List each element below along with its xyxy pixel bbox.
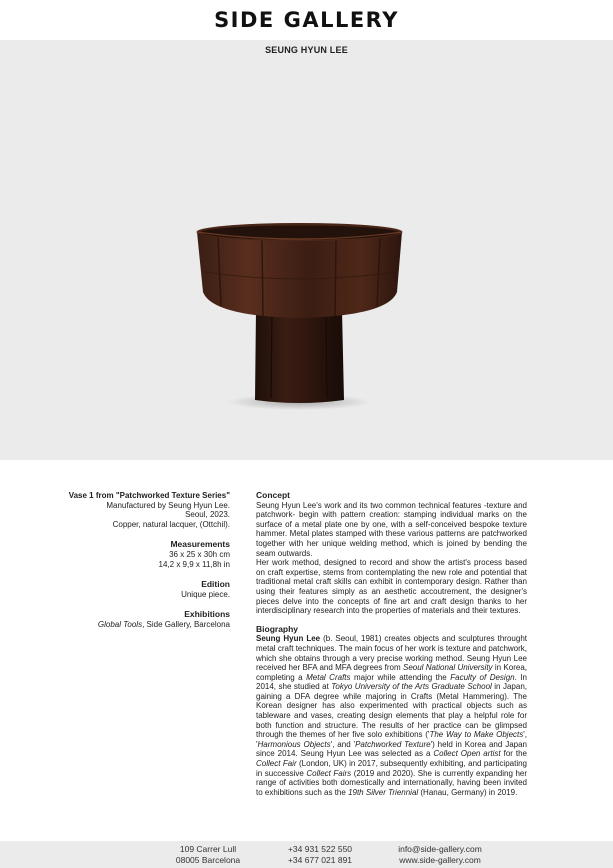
footer: [0, 841, 613, 868]
copper-vase-image: [0, 60, 613, 460]
measurements-cm: 36 x 25 x 30h cm: [169, 549, 230, 559]
exhibition-venue: , Side Gallery, Barcelona: [142, 619, 230, 629]
email-link[interactable]: info@side-gallery.com: [398, 844, 482, 854]
exhibition-name: Global Tools: [97, 619, 143, 629]
text-column: [256, 491, 527, 797]
edition-heading: Edition: [201, 579, 230, 590]
measurements-heading: Measurements: [170, 539, 230, 550]
footer-phones: [280, 844, 360, 865]
footer-contact: [390, 844, 490, 865]
concept-paragraph-2: Her work method, designed to record and show the artist's process based on craft expertise, stems from contemplating the new role and potential that traditional metal craft skills can exhibit in contemporary design. Rather than using their features simply as an aesthetic accoutrement, the designer's pieces delve into the concepts of fine art and craft design thanks to her interdisciplinary research into the properties of materials and their textures.: [256, 558, 527, 616]
address-line-2: 08005 Barcelona: [175, 854, 241, 865]
bio-artist-name: Seung Hyun Lee: [256, 634, 321, 644]
phone-1[interactable]: +34 931 522 550: [287, 844, 353, 854]
exhibitions-value: [40, 620, 230, 630]
website-link[interactable]: www.side-gallery.com: [399, 854, 481, 865]
biography-paragraph: Seung Hyun Lee (b. Seoul, 1981) creates objects and sculptures throught metal craft techniques. The main focus of her work is texture and patchwork, which she obtains through a very precise working method. Seung Hyun Lee received her BFA and MFA degrees from Seoul National University in Korea, completing a Metal Crafts major while attending the Faculty of Design. In 2014, she studied at Tokyo University of the Arts Graduate School in Japan, gaining a DFA degree while majoring in Crafts (Metal Hammering). The Korean designer has also experimented with practical objects such as tableware and vases, creating design elements that play a helpful role for both function and structure. The results of her practice can be glimpsed through the themes of her five solo exhibitions ('The Way to Make Objects', 'Harmonious Objects', and 'Patchworked Texture') held in Korea and Japan since 2014. Seung Hyun Lee was selected as a Collect Open artist for the Collect Fair (London, UK) in 2017, subsequently exhibiting, and participating in successive Collect Fairs (2019 and 2020). She is currently expanding her range of activities both domestically and internationally, having been invited to exhibitions such as the 19th Silver Triennial (Hanau, Germany) in 2019.: [256, 634, 528, 797]
brand-title: SIDE GALLERY: [214, 8, 399, 32]
artwork-manufacturer: Manufactured by Seung Hyun Lee.: [106, 500, 230, 510]
edition-value: Unique piece.: [181, 589, 230, 599]
phone-2[interactable]: +34 677 021 891: [287, 854, 353, 865]
artwork-details: [40, 491, 230, 630]
artwork-materials: Copper, natural lacquer, (Ottchil).: [112, 519, 230, 529]
exhibitions-heading: Exhibitions: [184, 609, 230, 620]
address-line-1: 109 Carrer Lull: [179, 844, 237, 854]
artwork-title: Vase 1 from "Patchworked Texture Series": [68, 491, 230, 500]
concept-heading: Concept: [256, 490, 290, 500]
measurements-in: 14,2 x 9,9 x 11,8h in: [158, 559, 230, 569]
artwork-place-year: Seoul, 2023.: [185, 510, 230, 520]
footer-address: [168, 844, 248, 865]
artist-name-bar: SEUNG HYUN LEE: [0, 40, 613, 60]
product-photo: [0, 60, 613, 460]
concept-paragraph-1: Seung Hyun Lee's work and its two common technical features -texture and patchwork- begin with pattern creation: stamping individual marks on the surface of a metal plate one by one, with a self-conceived bespoke texture hammer. Metal plates stamped with these various patterns are patchworked together with her unique welding method, which is joined by bending the seam outwards.: [256, 500, 527, 558]
biography-heading: Biography: [256, 623, 299, 634]
